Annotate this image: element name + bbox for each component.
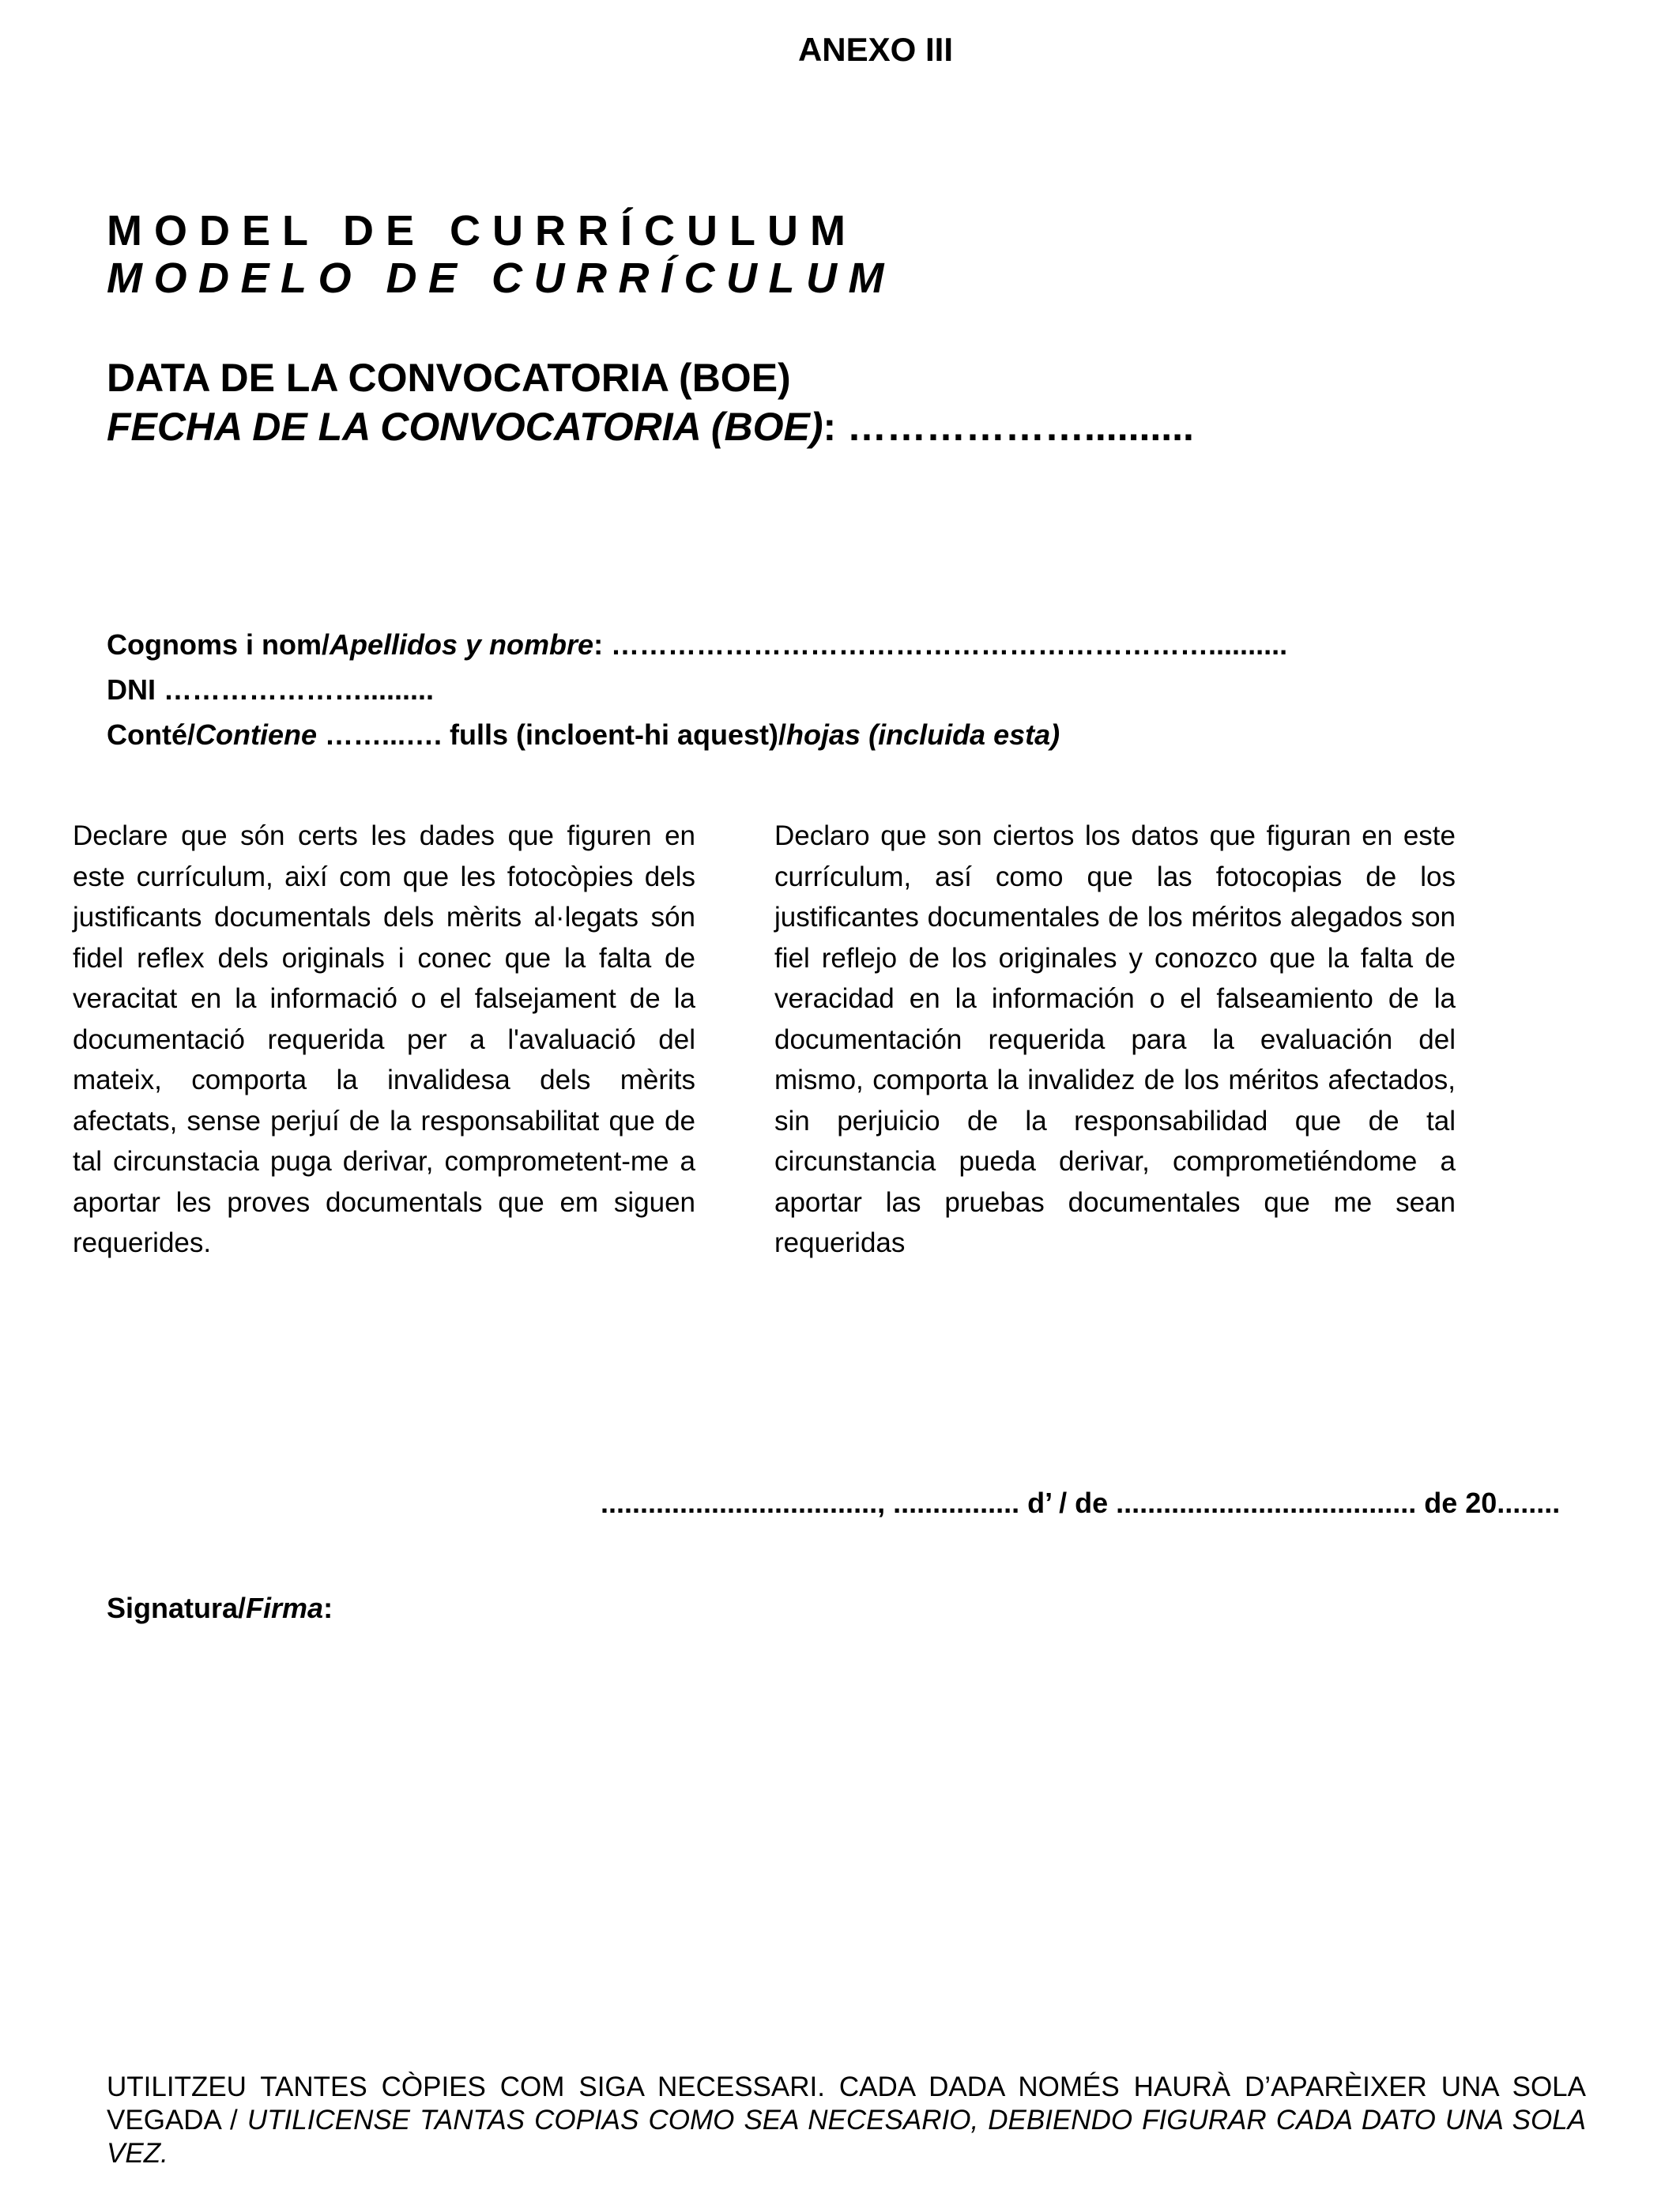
name-field <box>107 628 1287 662</box>
signature-field <box>107 1591 333 1626</box>
name-label-catalan: Cognoms i nom/ <box>107 628 330 661</box>
model-title-catalan: MODEL DE CURRÍCULUM <box>107 207 857 254</box>
sheets-label-spanish: hojas (incluida esta) <box>786 718 1060 751</box>
dni-blank: …………………......... <box>164 673 435 706</box>
convocatoria-date-field <box>107 402 1194 451</box>
convocatoria-date-label-spanish: FECHA DE LA CONVOCATORIA (BOE) <box>107 405 823 449</box>
footer-note-spanish: UTILICENSE TANTAS COPIAS COMO SEA NECESARIO, DEBIENDO FIGURAR CADA DATO UNA SOLA VEZ. <box>107 2105 1586 2169</box>
dni-label: DNI <box>107 673 164 706</box>
contains-label-spanish: Contiene <box>195 718 318 751</box>
footer-note <box>107 2071 1586 2170</box>
signature-label-catalan: Signatura/ <box>107 1592 247 1624</box>
convocatoria-date-label-catalan: DATA DE LA CONVOCATORIA (BOE) <box>107 356 791 400</box>
contains-label-catalan: Conté/ <box>107 718 195 751</box>
annex-title: ANEXO III <box>797 31 954 68</box>
declaration-catalan: Declare que són certs les dades que figuren en este currículum, així com que les fotocòpies dels justificants documentals dels mèrits al·legats són fidel reflex dels originals i conec que la falta de veracitat en la informació o el falsejament de la documentació requerida per a l'avaluació del mateix, comporta la invalidesa dels mèrits afectats, sense perjuí de la responsabilitat que de tal circunstacia puga derivar, comprometent-me a aportar les proves documentals que em siguen requerides. <box>73 820 695 1258</box>
sheet-count-blank: ……...…. <box>317 718 450 751</box>
model-title-spanish: MODELO DE CURRÍCULUM <box>107 254 895 302</box>
declaration-spanish: Declaro que son ciertos los datos que figuran en este currículum, así como que las fotocopias de los justificantes documentales de los méritos alegados son fiel reflejo de los originales y conozco que la falta de veracidad en la información o el falseamiento de la documentación requerida para la evaluación del mismo, comporta la invalidez de los méritos afectados, sin perjuicio de la responsabilidad que de tal circunstancia pueda derivar, comprometiéndome a aportar las pruebas documentales que me sean requeridas <box>774 820 1456 1258</box>
signature-label-spanish: Firma <box>246 1592 324 1624</box>
convocatoria-date-blank: : ……………….......... <box>823 405 1194 449</box>
footer-note-catalan: UTILITZEU TANTES CÒPIES COM SIGA NECESSARI. CADA DADA NOMÉS HAURÀ D’APARÈIXER UNA SOLA VEGADA / <box>107 2071 1586 2136</box>
name-label-spanish: Apellidos y nombre <box>330 628 594 661</box>
dni-field <box>107 673 434 707</box>
sheets-label-catalan: fulls (incloent-hi aquest)/ <box>450 718 787 751</box>
signature-colon: : <box>323 1592 333 1624</box>
place-date-line: ..................................., ................ d’ / de ...................................... de 20........ <box>601 1487 1561 1519</box>
name-blank: : ……………………………………………………….......... <box>593 628 1288 661</box>
sheet-count-field <box>107 718 1060 752</box>
